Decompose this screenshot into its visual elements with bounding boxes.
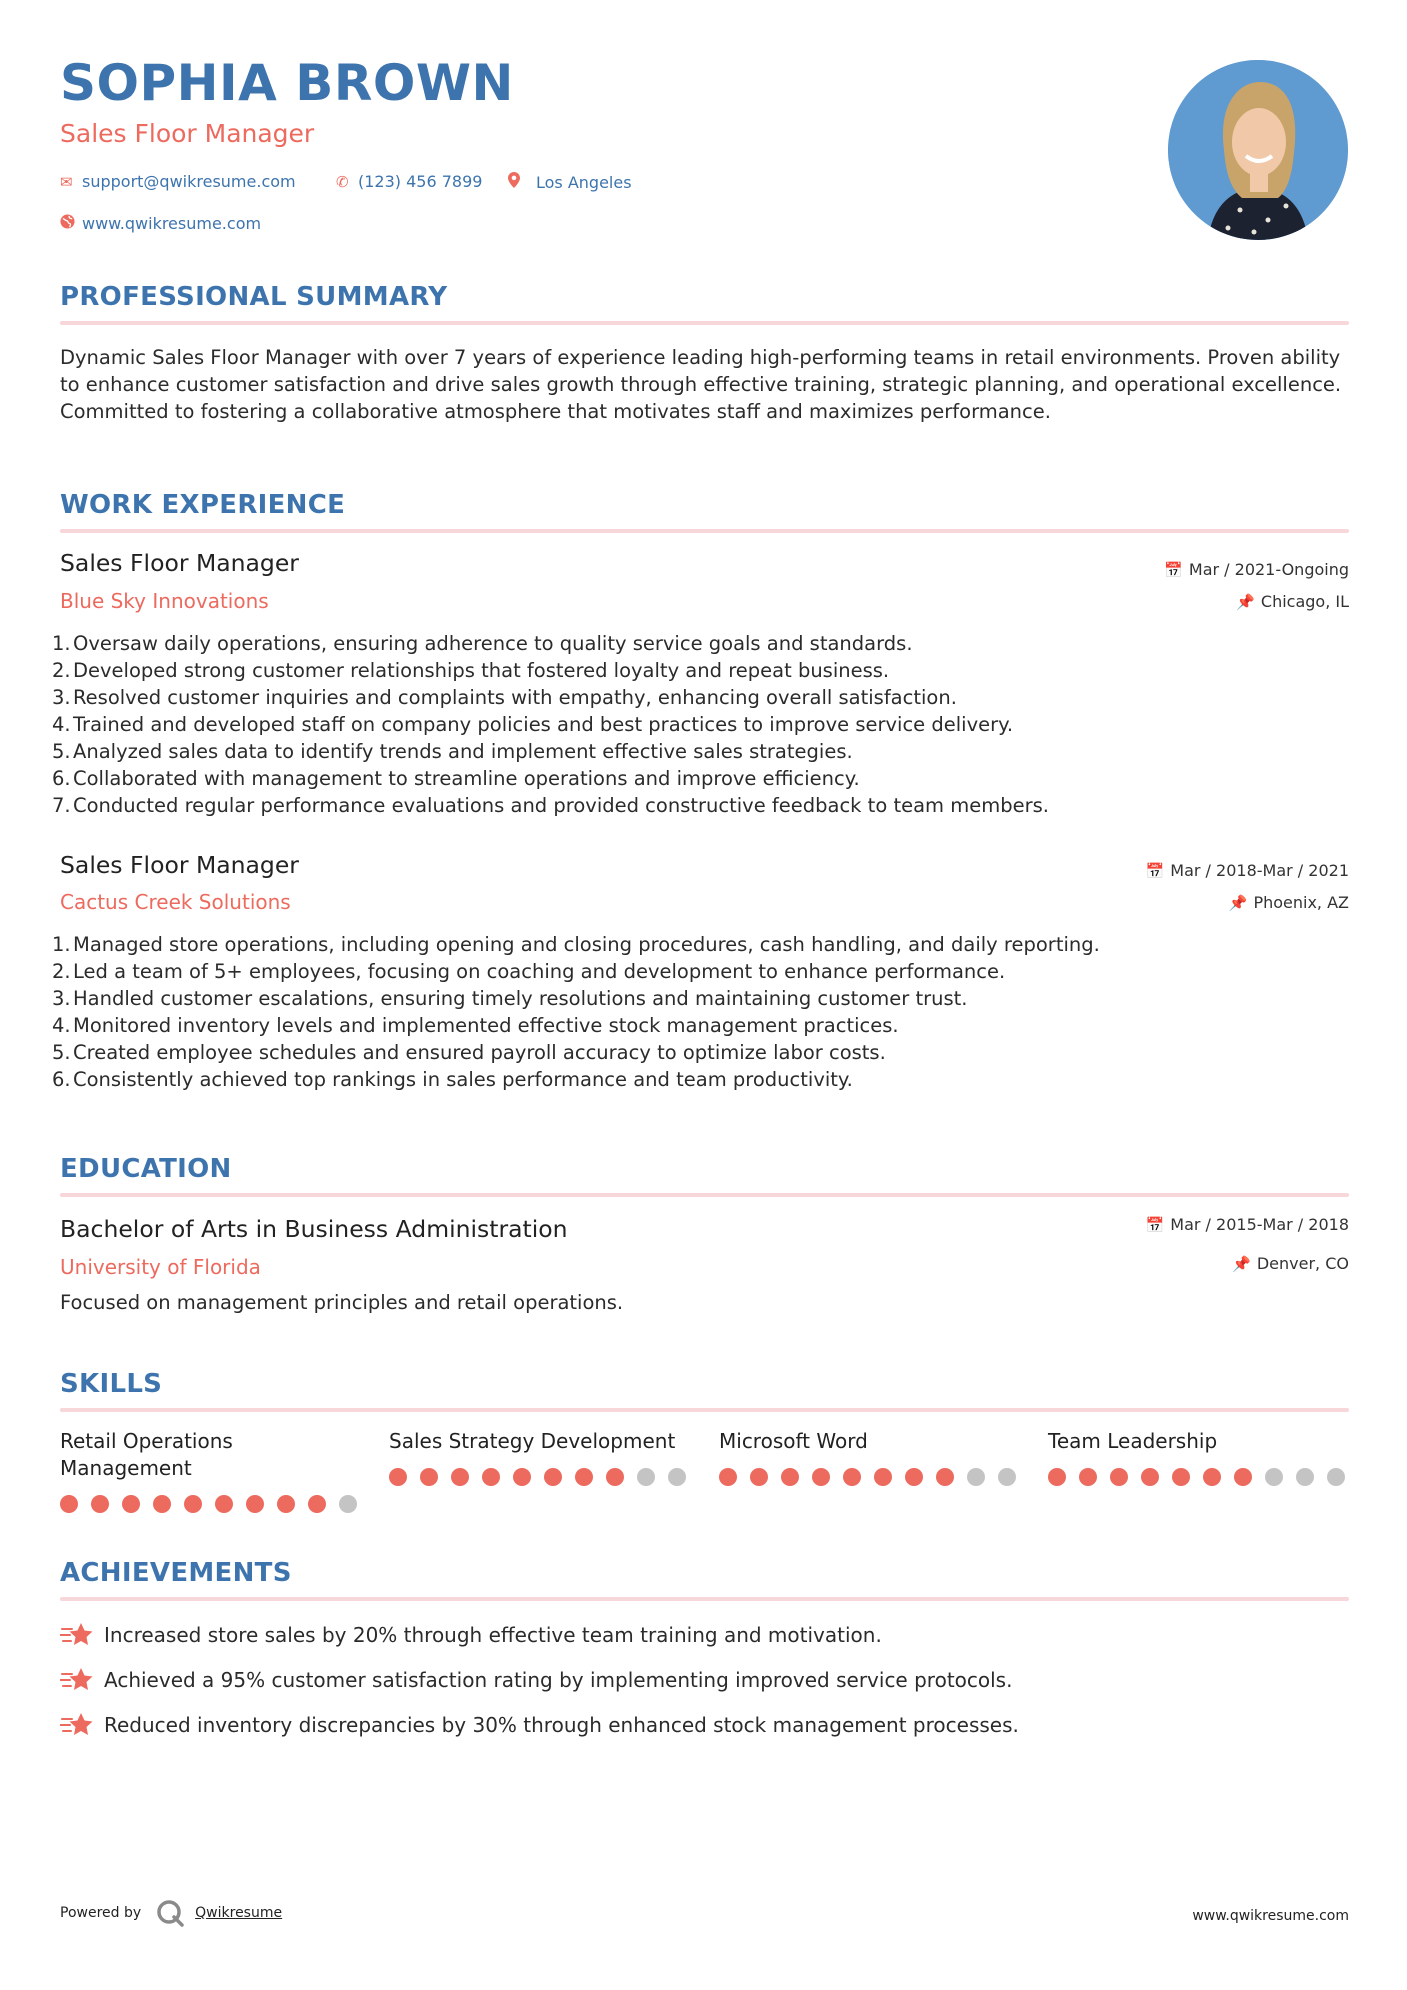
- star-icon: [60, 1665, 94, 1695]
- skill-dot-filled: [905, 1468, 923, 1486]
- profile-photo: [1168, 60, 1348, 240]
- summary-text: Dynamic Sales Floor Manager with over 7 years of experience leading high-performing teams in retail environments. Proven ability to enhance customer satisfaction and drive sales growth through effective training, strategic planning, and operational excellence. Committed to fostering a collaborative atmosphere that motivates staff and maximizes performance.: [60, 346, 1342, 423]
- skill-dot-filled: [420, 1468, 438, 1486]
- skill-item: [719, 1428, 1019, 1455]
- skill-dot-filled: [1172, 1468, 1190, 1486]
- pushpin-icon: 📌: [1232, 1255, 1251, 1273]
- job-company: Blue Sky Innovations: [60, 589, 269, 613]
- contact-website[interactable]: www.qwikresume.com: [60, 214, 261, 234]
- skill-dot-filled: [606, 1468, 624, 1486]
- job-bullets: [52, 931, 1352, 1093]
- skill-dot-filled: [60, 1495, 78, 1513]
- contact-email[interactable]: ✉ support@qwikresume.com: [60, 172, 296, 191]
- footer-powered-by: Powered by Qwikresume: [60, 1898, 282, 1928]
- section-divider: [60, 529, 1349, 533]
- job-title: Sales Floor Manager: [60, 851, 299, 879]
- skill-dot-empty: [637, 1468, 655, 1486]
- phone-icon: ✆: [336, 173, 349, 191]
- contact-phone[interactable]: ✆ (123) 456 7899: [336, 172, 483, 191]
- pushpin-icon: 📌: [1228, 894, 1248, 912]
- education-note: Focused on management principles and retail operations.: [60, 1291, 624, 1314]
- skill-dot-empty: [1265, 1468, 1283, 1486]
- skill-name: Team Leadership: [1048, 1429, 1218, 1453]
- section-divider: [60, 1193, 1349, 1197]
- section-divider: [60, 1408, 1349, 1412]
- skill-item: [60, 1428, 360, 1482]
- list-item: 1. Managed store operations, including opening and closing procedures, cash handling, and daily reporting.: [52, 933, 1100, 956]
- skill-dot-empty: [1327, 1468, 1345, 1486]
- section-divider: [60, 321, 1349, 325]
- experience-heading: WORK EXPERIENCE: [60, 490, 346, 520]
- list-item: 5. Analyzed sales data to identify trends and implement effective sales strategies.: [52, 740, 853, 763]
- envelope-icon: ✉: [60, 173, 73, 191]
- skill-item: [389, 1428, 689, 1455]
- skill-dot-filled: [544, 1468, 562, 1486]
- achievement-item: Achieved a 95% customer satisfaction rating by implementing improved service protocols.: [60, 1665, 1012, 1695]
- list-item: 5. Created employee schedules and ensured payroll accuracy to optimize labor costs.: [52, 1041, 886, 1064]
- degree-title: Bachelor of Arts in Business Administration: [60, 1215, 568, 1243]
- skill-dot-filled: [1079, 1468, 1097, 1486]
- skill-dot-filled: [719, 1468, 737, 1486]
- map-pin-icon: [508, 172, 536, 193]
- skill-dot-empty: [998, 1468, 1016, 1486]
- pushpin-icon: 📌: [1236, 593, 1255, 611]
- qwikresume-link[interactable]: Qwikresume: [195, 1905, 283, 1921]
- skill-dot-filled: [1110, 1468, 1128, 1486]
- skill-dot-filled: [482, 1468, 500, 1486]
- skill-dot-filled: [308, 1495, 326, 1513]
- contact-location: Los Angeles: [508, 172, 632, 193]
- education-heading: EDUCATION: [60, 1154, 232, 1184]
- list-item: 7. Conducted regular performance evaluations and provided constructive feedback to team members.: [52, 794, 1049, 817]
- section-divider: [60, 1597, 1349, 1601]
- skill-dot-filled: [843, 1468, 861, 1486]
- list-item: 2. Developed strong customer relationships that fostered loyalty and repeat business.: [52, 659, 890, 682]
- footer-website[interactable]: www.qwikresume.com: [1192, 1908, 1349, 1924]
- list-item: 2. Led a team of 5+ employees, focusing on coaching and development to enhance performance.: [52, 960, 1006, 983]
- calendar-icon: 📅: [1164, 561, 1183, 579]
- star-icon: [60, 1620, 94, 1650]
- skill-dot-filled: [1141, 1468, 1159, 1486]
- skill-item: [1048, 1428, 1348, 1455]
- skill-dot-empty: [967, 1468, 985, 1486]
- skill-dot-filled: [1234, 1468, 1252, 1486]
- skill-dot-empty: [668, 1468, 686, 1486]
- skill-dot-filled: [750, 1468, 768, 1486]
- skill-dot-filled: [277, 1495, 295, 1513]
- job-bullets: [52, 630, 1352, 819]
- job-location: 📌 Phoenix, AZ: [1228, 893, 1349, 912]
- skill-dot-filled: [246, 1495, 264, 1513]
- list-item: 1. Oversaw daily operations, ensuring adherence to quality service goals and standards.: [52, 632, 913, 655]
- skills-heading: SKILLS: [60, 1369, 163, 1399]
- list-item: 3. Resolved customer inquiries and complaints with empathy, enhancing overall satisfaction.: [52, 686, 957, 709]
- skill-dot-filled: [513, 1468, 531, 1486]
- skill-dot-empty: [339, 1495, 357, 1513]
- list-item: 3. Handled customer escalations, ensuring timely resolutions and maintaining customer trust.: [52, 987, 968, 1010]
- skill-dot-filled: [936, 1468, 954, 1486]
- education-location: 📌 Denver, CO: [1232, 1254, 1349, 1273]
- job-dates: 📅 Mar / 2021-Ongoing: [1164, 560, 1349, 579]
- skill-dot-empty: [1296, 1468, 1314, 1486]
- skill-dot-filled: [1048, 1468, 1066, 1486]
- skill-dot-filled: [389, 1468, 407, 1486]
- star-icon: [60, 1710, 94, 1740]
- education-dates: 📅 Mar / 2015-Mar / 2018: [1145, 1215, 1349, 1234]
- skill-dot-filled: [91, 1495, 109, 1513]
- skill-dot-filled: [812, 1468, 830, 1486]
- skill-dot-filled: [451, 1468, 469, 1486]
- skill-dot-filled: [153, 1495, 171, 1513]
- school-name: University of Florida: [60, 1255, 261, 1279]
- skill-name: Retail Operations Management: [60, 1429, 233, 1480]
- job-location: 📌 Chicago, IL: [1236, 592, 1349, 611]
- list-item: 4. Monitored inventory levels and implemented effective stock management practices.: [52, 1014, 899, 1037]
- list-item: 6. Collaborated with management to streamline operations and improve efficiency.: [52, 767, 860, 790]
- skill-dot-filled: [874, 1468, 892, 1486]
- list-item: 4. Trained and developed staff on company policies and best practices to improve service delivery.: [52, 713, 1014, 736]
- skill-name: Microsoft Word: [719, 1429, 868, 1453]
- job-title: Sales Floor Manager: [60, 549, 299, 577]
- qwikresume-logo-icon: [155, 1898, 185, 1928]
- job-dates: 📅 Mar / 2018-Mar / 2021: [1145, 861, 1349, 880]
- achievements-heading: ACHIEVEMENTS: [60, 1558, 292, 1588]
- skill-dot-filled: [184, 1495, 202, 1513]
- achievement-item: Increased store sales by 20% through effective team training and motivation.: [60, 1620, 882, 1650]
- calendar-icon: 📅: [1145, 862, 1165, 880]
- achievement-item: Reduced inventory discrepancies by 30% through enhanced stock management processes.: [60, 1710, 1019, 1740]
- candidate-name: SOPHIA BROWN: [60, 54, 514, 112]
- globe-icon: [60, 214, 82, 234]
- calendar-icon: 📅: [1145, 1216, 1165, 1234]
- skill-dot-filled: [575, 1468, 593, 1486]
- job-company: Cactus Creek Solutions: [60, 890, 291, 914]
- skill-dot-filled: [215, 1495, 233, 1513]
- skill-name: Sales Strategy Development: [389, 1429, 676, 1453]
- skill-dot-filled: [1203, 1468, 1221, 1486]
- skill-dot-filled: [781, 1468, 799, 1486]
- candidate-title: Sales Floor Manager: [60, 119, 315, 148]
- summary-heading: PROFESSIONAL SUMMARY: [60, 282, 448, 312]
- skill-dot-filled: [122, 1495, 140, 1513]
- list-item: 6. Consistently achieved top rankings in sales performance and team productivity.: [52, 1068, 853, 1091]
